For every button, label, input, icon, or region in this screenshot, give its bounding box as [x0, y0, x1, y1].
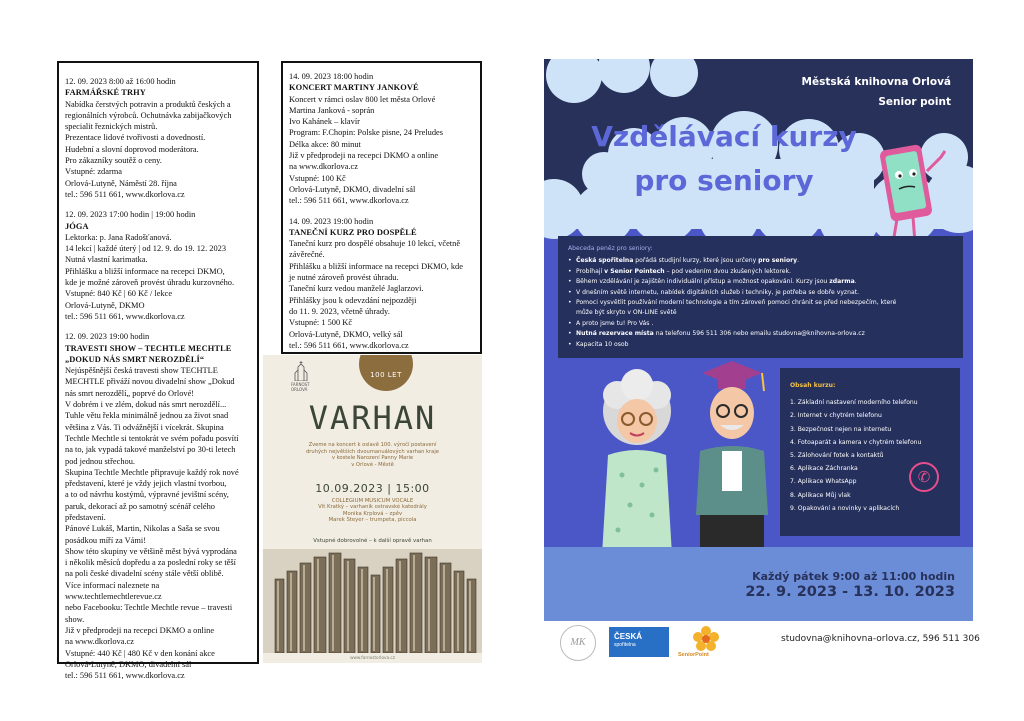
event-text-line: na to, jak vypadá takové manželství po 30-ti letech	[65, 445, 236, 455]
info-text: .	[854, 278, 857, 286]
varhan-date: 10.09.2023 | 15:00	[315, 482, 430, 495]
event-text-line: Nejúspěšnější česká travesti show TECHTLE	[65, 366, 218, 376]
event-text-line: kde je možné zároveň provést úhradu kurzovného.	[65, 278, 235, 288]
event-text-line: Již v předprodeji na recepci DKMO a online	[289, 151, 439, 161]
events-column-left	[57, 61, 259, 681]
cs-logo-text: ČESKÁ	[614, 632, 643, 641]
senior-point-logo-text: SeniorPoint	[678, 652, 709, 658]
info-bold: pro seniory	[758, 257, 798, 265]
info-text: Během vzdělávání je zajištěn individuální přístup a možnost opakování. Kurzy jsou	[576, 278, 830, 286]
ceska-sporitelna-logo	[609, 627, 669, 657]
event-text-line: 14 lekcí | každé úterý | od 12. 9. do 19. 12. 2023	[65, 244, 227, 254]
event-text-line: většina z Vás. Ti odvážnější i vícekrát. Skupina	[65, 422, 224, 432]
varhan-website: www.farnostorlova.cz	[350, 655, 395, 660]
event-text-line: i několik měsíců dopředu a za poslední roky se těší	[65, 558, 236, 568]
course-item: 9. Opakování a novinky v aplikacích	[790, 504, 900, 512]
varhan-performers	[283, 498, 462, 523]
event-text-line: Lektorka: p. Jana Radošťanová.	[65, 232, 172, 242]
event-text-line: Přihlášky jsou k odevzdání nejpozději	[289, 295, 417, 305]
info-text: na telefonu 596 511 306 nebo emailu studovna@knihovna-orlova.cz	[653, 330, 865, 338]
event-text-line: Přihlášku a bližší informace na recepci DKMO,	[65, 266, 225, 276]
parish-name: FARNOST ORLOVÁ	[291, 382, 310, 392]
performer-line: Marek Steyer – trumpeta, piccola	[328, 516, 417, 523]
cs-logo-sub: spořitelna	[614, 642, 636, 648]
headline-line-2: pro seniory	[634, 164, 814, 197]
event-text-line: regionálních výrobců. Ochutnávka zabijačkových	[65, 110, 232, 120]
event-text-line: Vstupné: 100 Kč	[289, 173, 346, 183]
event-text-line: Orlová-Lutyně, DKMO, divadelní sál	[289, 184, 416, 194]
course-item: 2. Internet v chytrém telefonu	[790, 412, 882, 420]
event-title: TRAVESTI SHOW – TECHTLE MECHTLE	[65, 343, 232, 353]
event-text-line: Program: F.Chopin: Polske pisne, 24 Preludes	[289, 128, 444, 138]
info-item	[568, 319, 953, 329]
course-content-panel	[780, 368, 960, 536]
event-text-line: Skupina Techtle Mechtle připravuje každý rok nové	[65, 467, 239, 477]
event-text-line: Techtle Mechtle si tentokrát ve svém pořadu posvítí	[65, 433, 239, 443]
event-text-line: specialit řeznických mistrů.	[65, 122, 158, 132]
varhan-admission: Vstupné dobrovolné – k další opravě varhan	[313, 538, 432, 544]
event-subtitle: „DOKUD NÁS SMRT NEROZDĚLÍ“	[65, 354, 205, 364]
event-text-line: do 11. 9. 2023, včetně úhrady.	[289, 306, 390, 316]
organ-pipes-image	[263, 549, 482, 653]
event-text-line: tel.: 596 511 661, www.dkorlova.cz	[65, 671, 185, 681]
event-text-line: nás smrt nerozdělí„ poprvé do Orlové!	[65, 388, 195, 398]
performer-line: Monika Krplová – zpěv	[342, 510, 403, 517]
event-text-line: Vstupné: 840 Kč | 60 Kč / lekce	[65, 289, 173, 299]
info-continuation: může být skryto v ON-LINE světě	[576, 309, 677, 317]
sponsor-logos	[560, 625, 760, 665]
info-text: Probíhají	[576, 267, 605, 275]
badge-text: 100 LET	[370, 371, 402, 379]
event-text-line: tel.: 596 511 661, www.dkorlova.cz	[289, 340, 409, 350]
info-bold: v Senior Pointech	[604, 267, 665, 275]
events-column-middle	[281, 61, 482, 354]
varhan-description	[283, 442, 462, 468]
event-block	[65, 76, 251, 200]
senior-course-poster	[544, 59, 973, 621]
event-date-time: 14. 09. 2023 18:00 hodin	[289, 72, 374, 81]
event-date-time: 14. 09. 2023 19:00 hodin	[289, 216, 374, 226]
course-item: 5. Zálohování fotek a kontaktů	[790, 452, 884, 460]
event-text-line: nebo Facebooku: Techtle Mechtle revue – travesti	[65, 603, 233, 613]
event-text-line: Taneční kurz vedou manželé Jaglarzovi.	[289, 284, 424, 294]
event-date-time: 12. 09. 2023 19:00 hodin	[65, 332, 150, 342]
info-bold: zdarma	[829, 278, 855, 286]
course-item: 6. Aplikace Záchranka	[790, 465, 858, 473]
event-text-line: Délka akce: 80 minut	[289, 139, 361, 149]
event-text-line: show.	[65, 614, 85, 624]
event-text-line: Martina Janková - soprán	[289, 105, 375, 115]
event-text-line: na poli české divadelní scény stále větší oblibě.	[65, 569, 224, 579]
event-title: TANEČNÍ KURZ PRO DOSPĚLÉ	[289, 227, 417, 237]
event-text-line: Vstupné: 440 Kč | 480 Kč v den konání akce	[65, 648, 215, 658]
event-title: KONCERT MARTINY JANKOVÉ	[289, 83, 419, 93]
library-logo: MK	[560, 625, 596, 661]
varhan-desc-line: v kostele Narození Panny Marie	[331, 455, 414, 462]
info-item	[568, 277, 953, 287]
info-item	[568, 329, 953, 339]
event-text-line: představení, které je vždy jejich vlastní tvorbou,	[65, 479, 227, 489]
info-bold: Nutná rezervace místa	[576, 330, 654, 338]
info-text: Pomoci vysvětlit používání moderní technologie a tím zároveň pomoci chránit se před nebezpečím, které	[576, 299, 897, 307]
performer-line: COLLEGIUM MUSICUM VOCALE	[331, 498, 414, 504]
anniversary-badge	[359, 355, 413, 391]
event-text-line: Orlová-Lutyně, DKMO	[65, 300, 145, 310]
event-text-line: Hudební a slovní doprovod moderátora.	[65, 144, 199, 154]
varhan-title: VARHAN	[308, 399, 437, 437]
church-icon	[293, 361, 309, 381]
event-text-line: Tuhle větu řekla minimálně jednou za život snad	[65, 411, 229, 421]
info-text: A proto jsme tu! Pro Vás .	[576, 319, 654, 327]
event-text-line: V dobrém i ve zlém, dokud nás smrt nerozdělí...	[65, 400, 227, 410]
event-text-line: Již v předprodeji na recepci DKMO a online	[65, 625, 215, 635]
event-text-line: Ivo Kahánek – klavír	[289, 117, 360, 127]
course-item: 3. Bezpečnost nejen na internetu	[790, 425, 892, 433]
course-title: Obsah kurzu:	[790, 382, 836, 389]
event-text-line: Více informací naleznete na	[65, 580, 160, 590]
event-text-line: Pánové Lukáš, Martin, Nikolas a Saša se svou	[65, 524, 220, 534]
event-text-line: Orlová-Lutyně, DKMO, divadelní sál	[65, 659, 192, 669]
event-text-line: na www.dkorlova.cz	[65, 637, 134, 647]
event-text-line: Prezentace lidové tvořivosti a dovedností.	[65, 133, 206, 143]
info-text: – pod vedením dvou zkušených lektorek.	[664, 267, 791, 275]
info-text: .	[797, 257, 800, 265]
event-title: FARMÁŘSKÉ TRHY	[65, 88, 146, 98]
event-block	[65, 209, 251, 322]
event-text-line: www.techtlemechtlerevue.cz	[65, 592, 162, 602]
event-text-line: a to od návrhu kostýmů, výpravné jevištní scény,	[65, 490, 229, 500]
event-text-line: je nutné zároveň provést úhradu.	[289, 273, 399, 283]
event-text-line: závěrečné.	[289, 250, 325, 260]
event-text-line: Přihlášku a bližší informace na recepci DKMO, kde	[289, 261, 463, 271]
event-text-line: tel.: 596 511 661, www.dkorlova.cz	[289, 196, 409, 206]
info-item	[568, 256, 953, 266]
info-text: V dnešním světě internetu, nabídek digitálních služeb i techniky, je potřeba se dobře vyznat.	[576, 288, 860, 296]
event-block	[65, 331, 251, 681]
event-text-line: Orlová-Lutyně, DKMO, velký sál	[289, 329, 403, 339]
event-text-line: Vstupné: 1 500 Kč	[289, 318, 353, 328]
event-text-line: Nutná vlastní karimatka.	[65, 255, 148, 265]
event-text-line: Orlová-Lutyně, Náměstí 28. října	[65, 178, 177, 188]
event-date-time: 12. 09. 2023 17:00 hodin | 19:00 hodin	[65, 210, 196, 220]
varhan-desc-line: druhých největších dvoumanuálových varhan kraje	[305, 448, 439, 455]
library-title: Městská knihovna Orlová	[801, 76, 951, 88]
info-text: Kapacita 10 osob	[576, 340, 629, 348]
event-text-line: na www.dkorlova.cz	[289, 162, 358, 172]
varhan-poster	[263, 355, 482, 663]
event-text-line: Koncert v rámci oslav 800 let města Orlové	[289, 94, 436, 104]
footer-contact: studovna@knihovna-orlova.cz, 596 511 306	[781, 634, 980, 644]
event-title: JÓGA	[65, 221, 89, 231]
schedule-dates: 22. 9. 2023 - 13. 10. 2023	[745, 584, 955, 600]
event-date-time: 12. 09. 2023 8:00 až 16:00 hodin	[65, 77, 176, 86]
event-text-line: Pro zákazníky soutěž o ceny.	[65, 156, 162, 166]
event-text-line: MECHTLE přiváží novou divadelní show „Dokud	[65, 377, 235, 387]
event-text-line: posádkou míří za Vámi!	[65, 535, 147, 545]
course-item: 4. Fotoaparát a kamera v chytrém telefonu	[790, 438, 922, 446]
info-bold: Česká spořitelna	[576, 257, 634, 265]
varhan-desc-line: Zveme na koncert k oslavě 100. výročí postavení	[308, 442, 437, 448]
course-item: 1. Základní nastavení moderního telefonu	[790, 399, 918, 407]
course-info-panel	[558, 236, 963, 358]
event-text-line: Nabídka čerstvých potravin a produktů českých a	[65, 99, 231, 109]
event-text-line: tel.: 596 511 661, www.dkorlova.cz	[65, 189, 185, 199]
info-item	[568, 340, 953, 350]
info-list	[568, 256, 953, 350]
course-list	[790, 396, 950, 515]
schedule-text: Každý pátek 9:00 až 11:00 hodin	[752, 570, 955, 583]
senior-point-logo	[678, 625, 738, 661]
flower-icon	[692, 625, 720, 653]
info-item	[568, 288, 953, 298]
info-text: pořádá studijní kurzy, které jsou určeny	[633, 257, 759, 265]
headline-line-1: Vzdělávací kurzy	[591, 120, 857, 153]
event-text-line: Taneční kurz pro dospělé obsahuje 10 lekcí, včetně	[289, 239, 461, 249]
event-text-line: Show této skupiny ve většině měst bývá vyprodána	[65, 546, 237, 556]
event-text-line: pod jednou střechou.	[65, 456, 136, 466]
senior-point-label: Senior point	[878, 96, 951, 108]
course-item: 8. Aplikace Můj vlak	[790, 491, 851, 499]
event-text-line: paruk, dekorací až po samotný scénář celého	[65, 501, 215, 511]
event-text-line: Vstupné: zdarma	[65, 167, 122, 177]
info-item	[568, 267, 953, 277]
phone-icon: ✆	[909, 462, 939, 492]
varhan-desc-line: v Orlové - Městě	[351, 461, 394, 468]
event-block	[289, 216, 474, 352]
event-text-line: představení.	[65, 512, 106, 522]
info-item	[568, 298, 953, 308]
library-name	[802, 72, 951, 112]
event-text-line: tel.: 596 511 661, www.dkorlova.cz	[65, 311, 185, 321]
info-heading: Abeceda peněz pro seniory:	[568, 245, 653, 252]
performer-line: Vít Kratký – varhaník ostravské katedrály	[318, 504, 427, 511]
course-item: 7. Aplikace WhatsApp	[790, 478, 857, 486]
event-block	[289, 71, 474, 207]
